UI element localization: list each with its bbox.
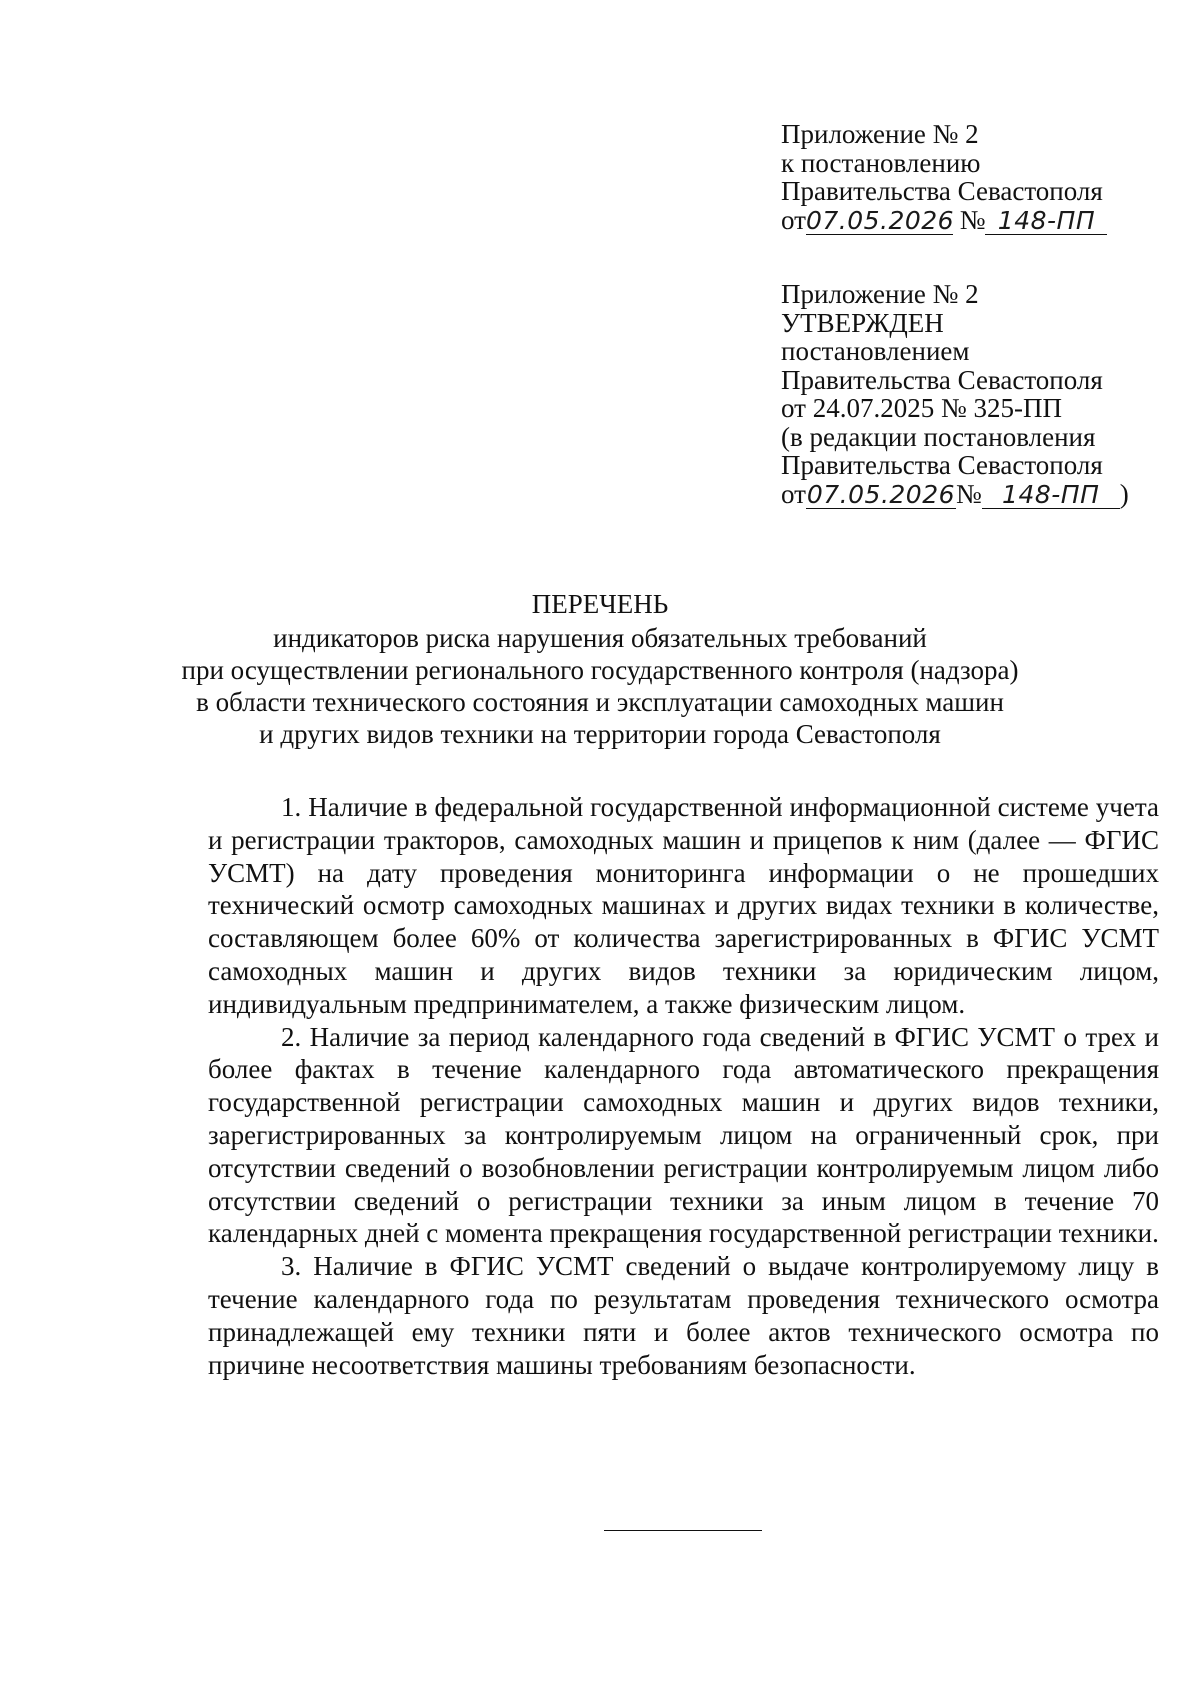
approval-original-date: от 24.07.2025 № 325-ПП <box>781 393 1062 423</box>
list-item: 2. Наличие за период календарного года сведений в ФГИС УСМТ о трех и более фактах в течение календарного года автоматического прекращения государственной регистрации самоходных машин и других видов техники, зарегистрированных за контролируемым лицом на ограниченный срок, при отсутствии сведений о возобновлении регистрации контролируемым лицом либо отсутствии сведений о регистрации техники за иным лицом в течение 70 календарных дней с момента прекращения государственной регистрации техники. <box>208 1021 1159 1249</box>
title-line-3: в области технического состояния и эксплуатации самоходных машин <box>196 687 1004 717</box>
document-body <box>208 791 1159 1381</box>
approval-header <box>781 280 1129 509</box>
handwritten-date: 07.05.2026 <box>805 205 955 235</box>
list-item: 3. Наличие в ФГИС УСМТ сведений о выдаче контролируемому лицу в течение календарного года по результатам проведения технического осмотра принадлежащей ему техники пяти и более актов технического осмотра по причине несоответствия машины требованиям безопасности. <box>208 1251 1159 1380</box>
date-prefix: от <box>781 204 806 235</box>
approval-by-resolution: постановлением <box>781 336 970 366</box>
number-prefix: № <box>959 204 986 235</box>
title-heading: ПЕРЕЧЕНЬ <box>531 589 669 619</box>
handwritten-date: 07.05.2026 <box>806 479 956 509</box>
appendix-header <box>781 120 1107 235</box>
handwritten-number: 148-ПП <box>982 482 1120 509</box>
appendix-number: Приложение № 2 <box>781 119 979 149</box>
title-line-1: индикаторов риска нарушения обязательных требований <box>273 623 927 653</box>
handwritten-number: 148-ПП <box>985 208 1107 235</box>
list-item: 1. Наличие в федеральной государственной информационной системе учета и регистрации тракторов, самоходных машин и прицепов к ним (далее — ФГИС УСМТ) на дату проведения мониторинга информации о не прошедших технический осмотр самоходных машинах и других видах техники в количестве, составляющем более 60% от количества зарегистрированных в ФГИС УСМТ самоходных машин и других видов техники за юридическим лицом, индивидуальным предпринимателем, а также физическим лицом. <box>208 792 1159 1019</box>
appendix-authority: Правительства Севастополя <box>781 176 1103 206</box>
title-line-2: при осуществлении регионального государственного контроля (надзора) <box>181 655 1019 685</box>
approval-approved: УТВЕРЖДЕН <box>781 307 944 338</box>
approval-date-line <box>781 480 1129 509</box>
appendix-reference: к постановлению <box>781 147 981 178</box>
date-prefix: от <box>781 478 806 509</box>
approval-edition-authority: Правительства Севастополя <box>781 450 1103 480</box>
document-title <box>150 588 1050 750</box>
approval-authority: Правительства Севастополя <box>781 364 1103 395</box>
closing-rule <box>604 1530 762 1531</box>
number-prefix: № <box>955 478 982 509</box>
approval-edition-note: (в редакции постановления <box>781 421 1096 452</box>
appendix-date-line <box>781 206 1107 235</box>
closing-paren: ) <box>1119 478 1129 509</box>
title-line-4: и других видов техники на территории города Севастополя <box>259 719 941 749</box>
approval-appendix-number: Приложение № 2 <box>781 279 979 309</box>
